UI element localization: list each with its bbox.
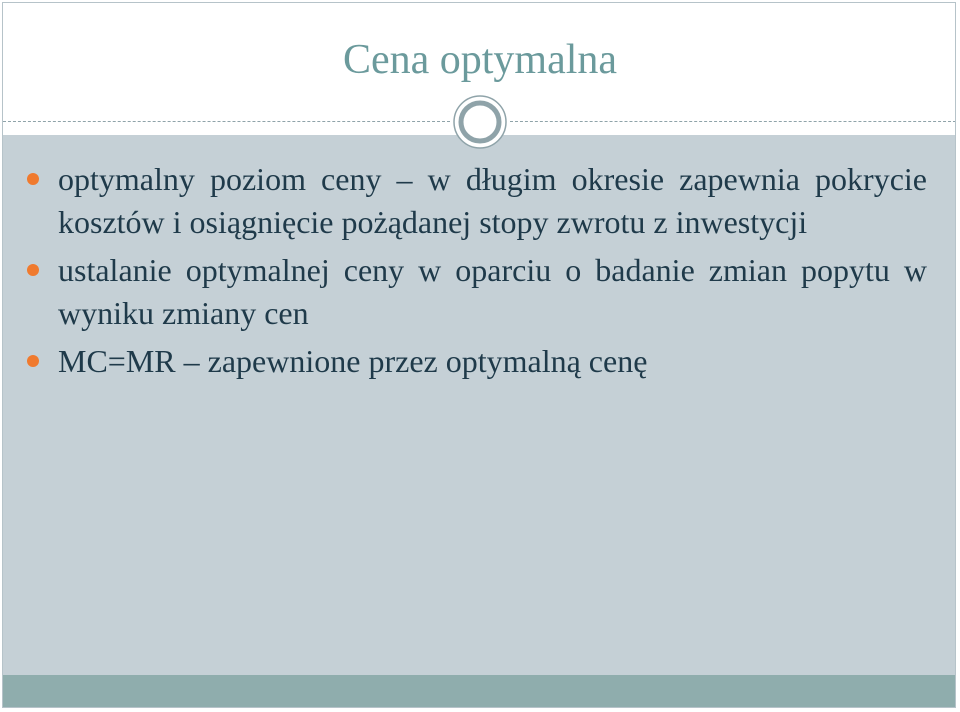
footer-bar bbox=[3, 675, 956, 708]
bullet-dot-icon bbox=[27, 355, 39, 367]
bullet-text: MC=MR – zapewnione przez optymalną cenę bbox=[58, 343, 648, 379]
slide-title: Cena optymalna bbox=[342, 37, 618, 83]
bullet-dot-icon bbox=[27, 173, 39, 185]
ring-ornament-icon bbox=[452, 94, 508, 150]
bullet-item bbox=[0, 249, 960, 335]
bullet-item bbox=[0, 158, 960, 244]
bullet-list bbox=[0, 158, 960, 388]
title-divider-left bbox=[3, 121, 450, 122]
bullet-text: ustalanie optymalnej ceny w oparciu o badanie zmian popytu w wyniku zmiany cen bbox=[58, 252, 927, 331]
title-divider-right bbox=[510, 121, 956, 122]
bullet-text: optymalny poziom ceny – w długim okresie zapewnia pokrycie kosztów i osiągnięcie pożądanej stopy zwrotu z inwestycji bbox=[58, 161, 927, 240]
bullet-item bbox=[0, 340, 960, 383]
bullet-dot-icon bbox=[27, 264, 39, 276]
